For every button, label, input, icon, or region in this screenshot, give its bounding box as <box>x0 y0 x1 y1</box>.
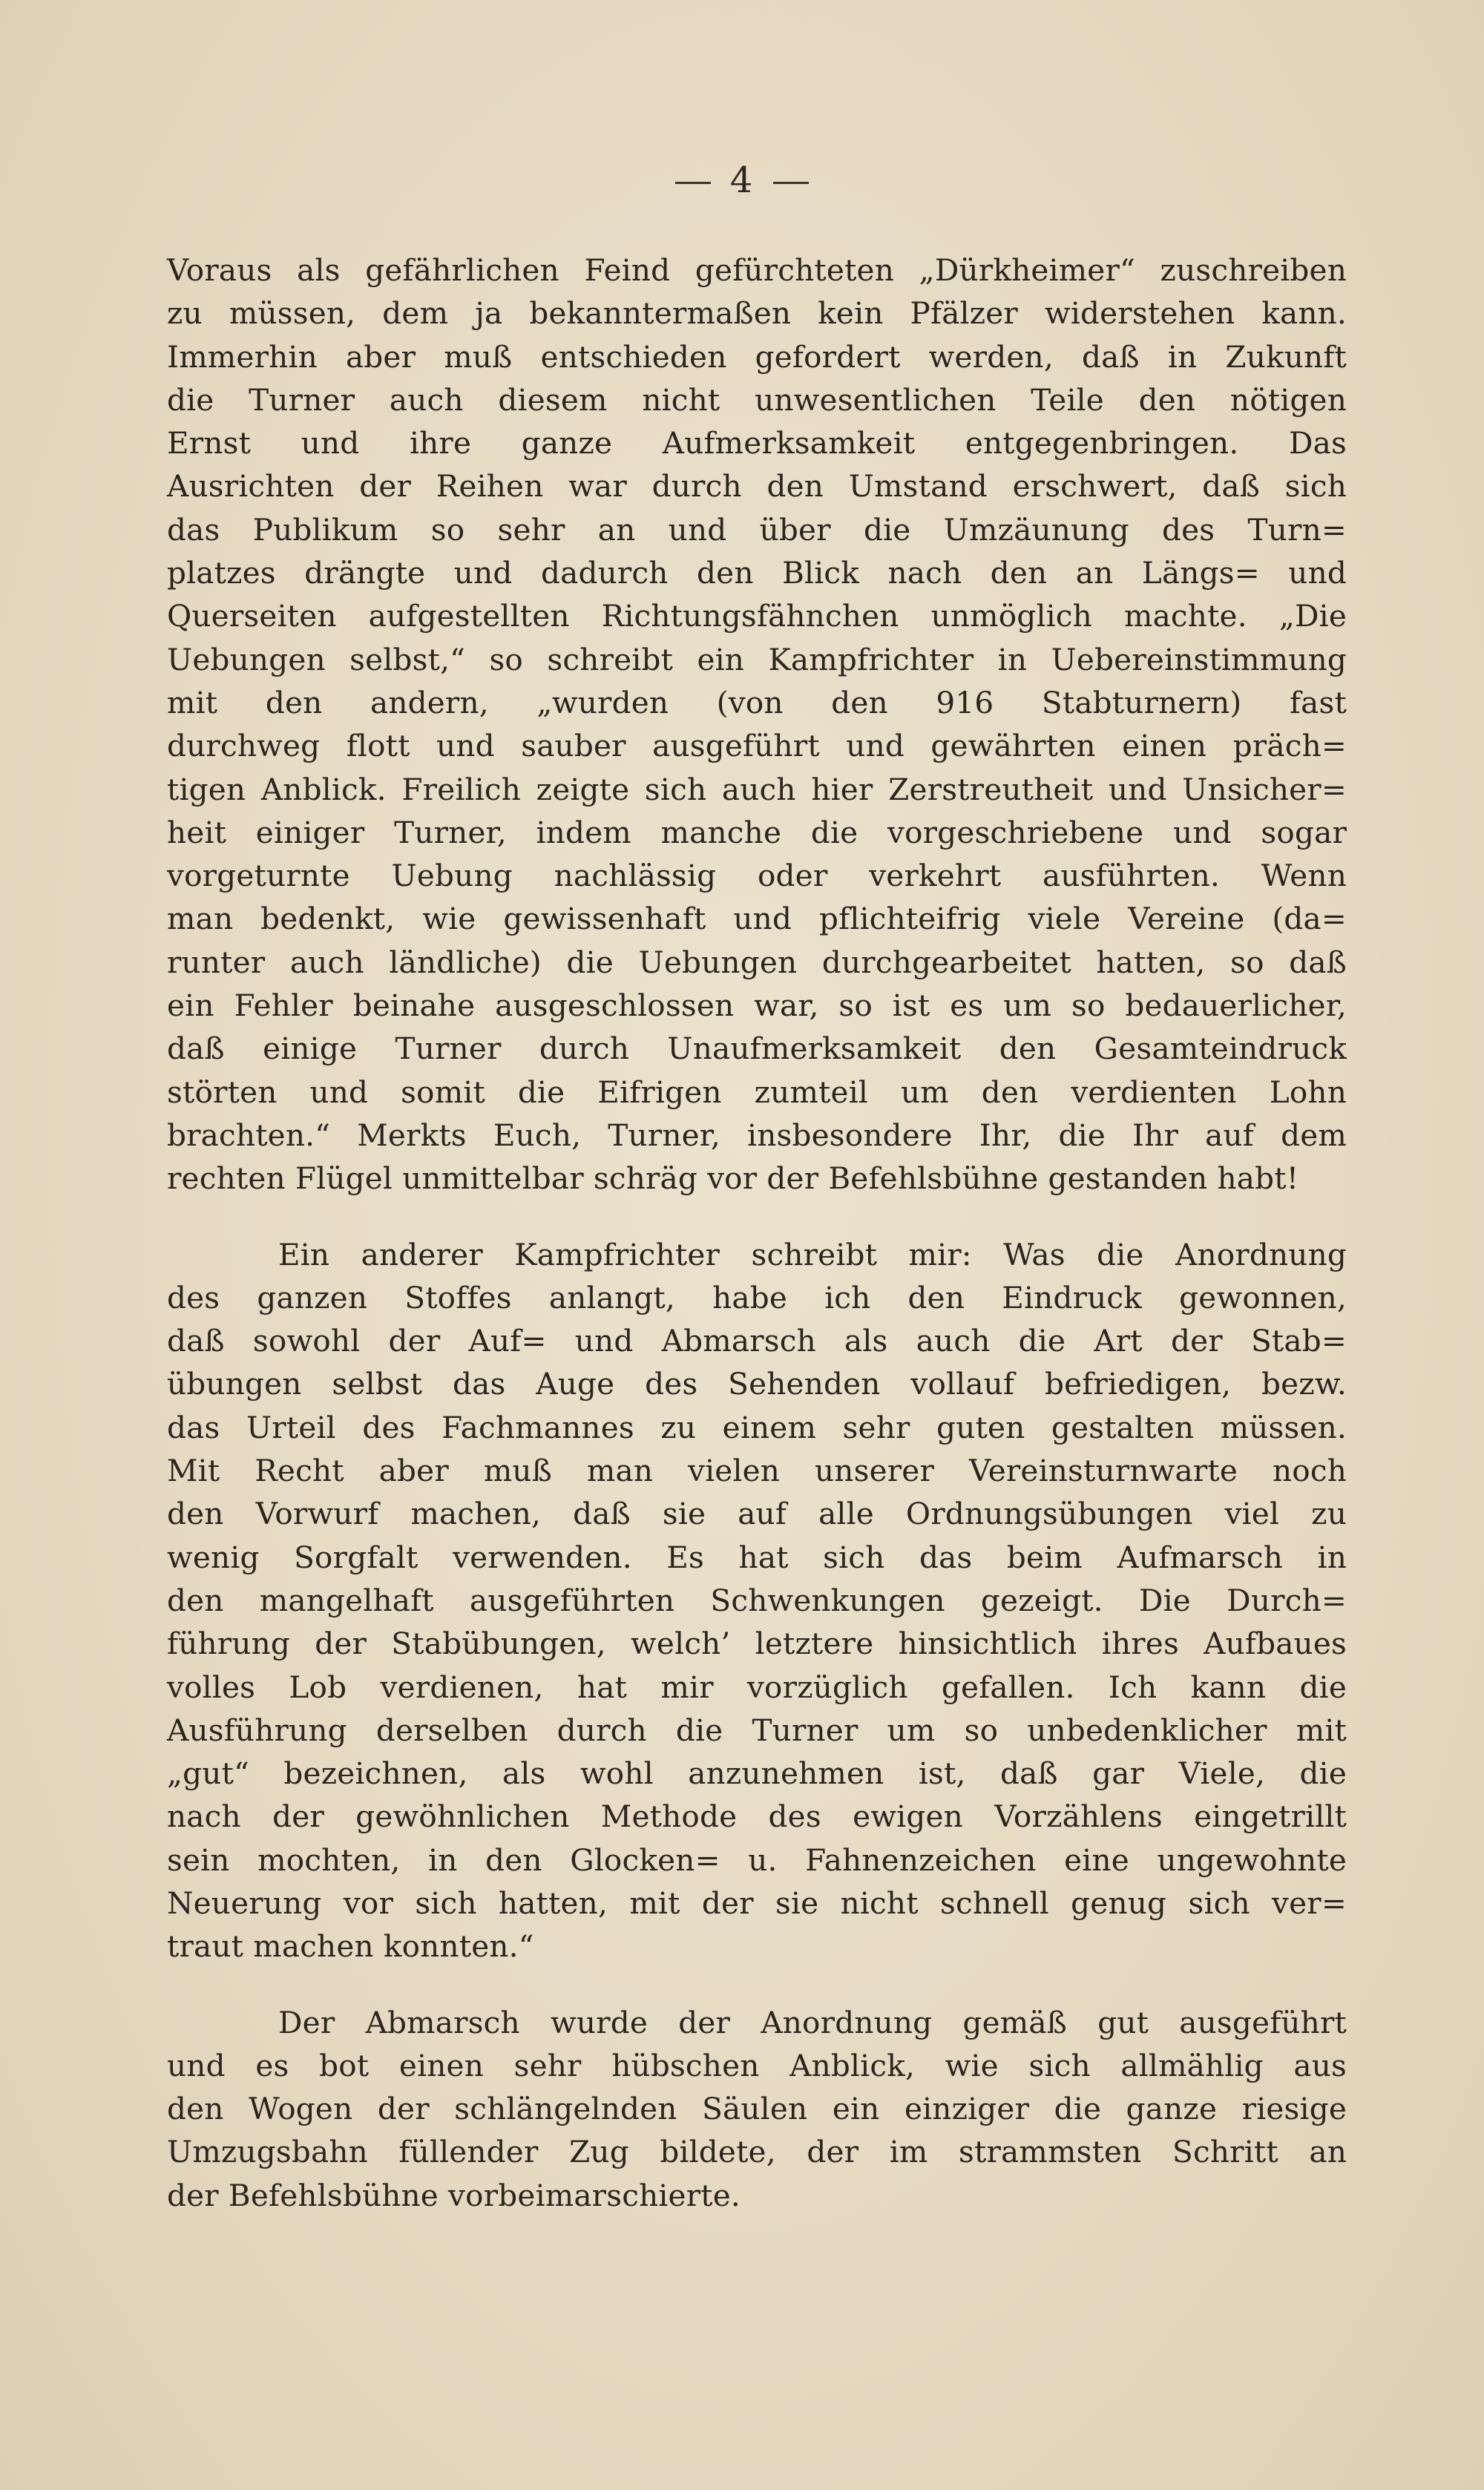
text-line: volles Lob verdienen, hat mir vorzüglich gefallen. Ich kann die <box>167 1669 1347 1705</box>
text-line: Querseiten aufgestellten Richtungsfähnchen unmöglich machte. „Die <box>167 598 1347 634</box>
paragraph <box>167 249 1347 1200</box>
text-line: Umzugsbahn füllender Zug bildete, der im strammsten Schritt an <box>167 2134 1347 2170</box>
body-text <box>167 249 1347 2217</box>
text-line: wenig Sorgfalt verwenden. Es hat sich das beim Aufmarsch in <box>167 1539 1347 1575</box>
text-line: Neuerung vor sich hatten, mit der sie nicht schnell genug sich ver= <box>167 1885 1347 1921</box>
text-line: Mit Recht aber muß man vielen unserer Vereinsturnwarte noch <box>167 1453 1347 1489</box>
text-line: man bedenkt, wie gewissenhaft und pflichteifrig viele Vereine (da= <box>167 901 1347 937</box>
text-line: das Publikum so sehr an und über die Umzäunung des Turn= <box>167 511 1347 548</box>
text-line: heit einiger Turner, indem manche die vorgeschriebene und sogar <box>167 814 1347 850</box>
text-line: führung der Stabübungen, welch’ letztere hinsichtlich ihres Aufbaues <box>167 1626 1347 1662</box>
text-line: des ganzen Stoffes anlangt, habe ich den Eindruck gewonnen, <box>167 1279 1347 1315</box>
text-line: den mangelhaft ausgeführten Schwenkungen gezeigt. Die Durch= <box>167 1582 1347 1618</box>
text-line: Uebungen selbst,“ so schreibt ein Kampfrichter in Uebereinstimmung <box>167 641 1347 677</box>
paragraph-gap <box>167 1200 1347 1233</box>
text-line: daß einige Turner durch Unaufmerksamkeit den Gesamteindruck <box>167 1031 1347 1067</box>
text-line: Der Abmarsch wurde der Anordnung gemäß gut ausgeführt <box>278 2004 1347 2040</box>
text-line: tigen Anblick. Freilich zeigte sich auch hier Zerstreutheit und Unsicher= <box>167 771 1347 807</box>
paragraph <box>167 1233 1347 1968</box>
text-line: Ausrichten der Reihen war durch den Umstand erschwert, daß sich <box>167 468 1347 505</box>
text-line: platzes drängte und dadurch den Blick nach den an Längs= und <box>167 555 1347 591</box>
dash-left <box>675 182 711 184</box>
text-line: sein mochten, in den Glocken= u. Fahnenzeichen eine ungewohnte <box>167 1842 1347 1878</box>
text-line: Ein anderer Kampfrichter schreibt mir: Was die Anordnung <box>278 1236 1347 1272</box>
text-line: und es bot einen sehr hübschen Anblick, wie sich allmählig aus <box>167 2047 1347 2083</box>
text-line: Immerhin aber muß entschieden gefordert werden, daß in Zukunft <box>167 338 1347 375</box>
text-line: der Befehlsbühne vorbeimarschierte. <box>167 2177 741 2213</box>
text-line: ein Fehler beinahe ausgeschlossen war, so ist es um so bedauerlicher, <box>167 988 1347 1024</box>
text-line: nach der gewöhnlichen Methode des ewigen Vorzählens eingetrillt <box>167 1798 1347 1835</box>
text-line: Voraus als gefährlichen Feind gefürchteten „Dürkheimer“ zuschreiben <box>167 252 1347 288</box>
page-number: 4 <box>729 160 755 201</box>
text-line: zu müssen, dem ja bekanntermaßen kein Pfälzer widerstehen kann. <box>167 295 1347 332</box>
text-line: übungen selbst das Auge des Sehenden vollauf befriedigen, bezw. <box>167 1366 1347 1402</box>
dash-right <box>773 182 809 184</box>
text-line: brachten.“ Merkts Euch, Turner, insbesondere Ihr, die Ihr auf dem <box>167 1117 1347 1153</box>
text-line: den Vorwurf machen, daß sie auf alle Ordnungsübungen viel zu <box>167 1496 1347 1532</box>
page-number-header <box>0 160 1484 201</box>
text-line: „gut“ bezeichnen, als wohl anzunehmen ist, daß gar Viele, die <box>167 1755 1347 1792</box>
text-line: störten und somit die Eifrigen zumteil um den verdienten Lohn <box>167 1074 1347 1110</box>
text-line: runter auch ländliche) die Uebungen durchgearbeitet hatten, so daß <box>167 944 1347 980</box>
text-line: durchweg flott und sauber ausgeführt und gewährten einen präch= <box>167 728 1347 764</box>
text-line: rechten Flügel unmittelbar schräg vor der Befehlsbühne gestanden habt! <box>167 1160 1299 1197</box>
text-line: traut machen konnten.“ <box>167 1928 534 1965</box>
text-line: daß sowohl der Auf= und Abmarsch als auch die Art der Stab= <box>167 1323 1347 1359</box>
text-line: Ernst und ihre ganze Aufmerksamkeit entgegenbringen. Das <box>167 425 1347 461</box>
text-line: den Wogen der schlängelnden Säulen ein einziger die ganze riesige <box>167 2091 1347 2127</box>
paragraph <box>167 2001 1347 2217</box>
paragraph-gap <box>167 1968 1347 2001</box>
text-line: mit den andern, „wurden (von den 916 Stabturnern) fast <box>167 684 1347 720</box>
text-line: das Urteil des Fachmannes zu einem sehr guten gestalten müssen. <box>167 1409 1347 1445</box>
text-line: Ausführung derselben durch die Turner um so unbedenklicher mit <box>167 1712 1347 1748</box>
text-line: die Turner auch diesem nicht unwesentlichen Teile den nötigen <box>167 381 1347 418</box>
text-line: vorgeturnte Uebung nachlässig oder verkehrt ausführten. Wenn <box>167 858 1347 894</box>
